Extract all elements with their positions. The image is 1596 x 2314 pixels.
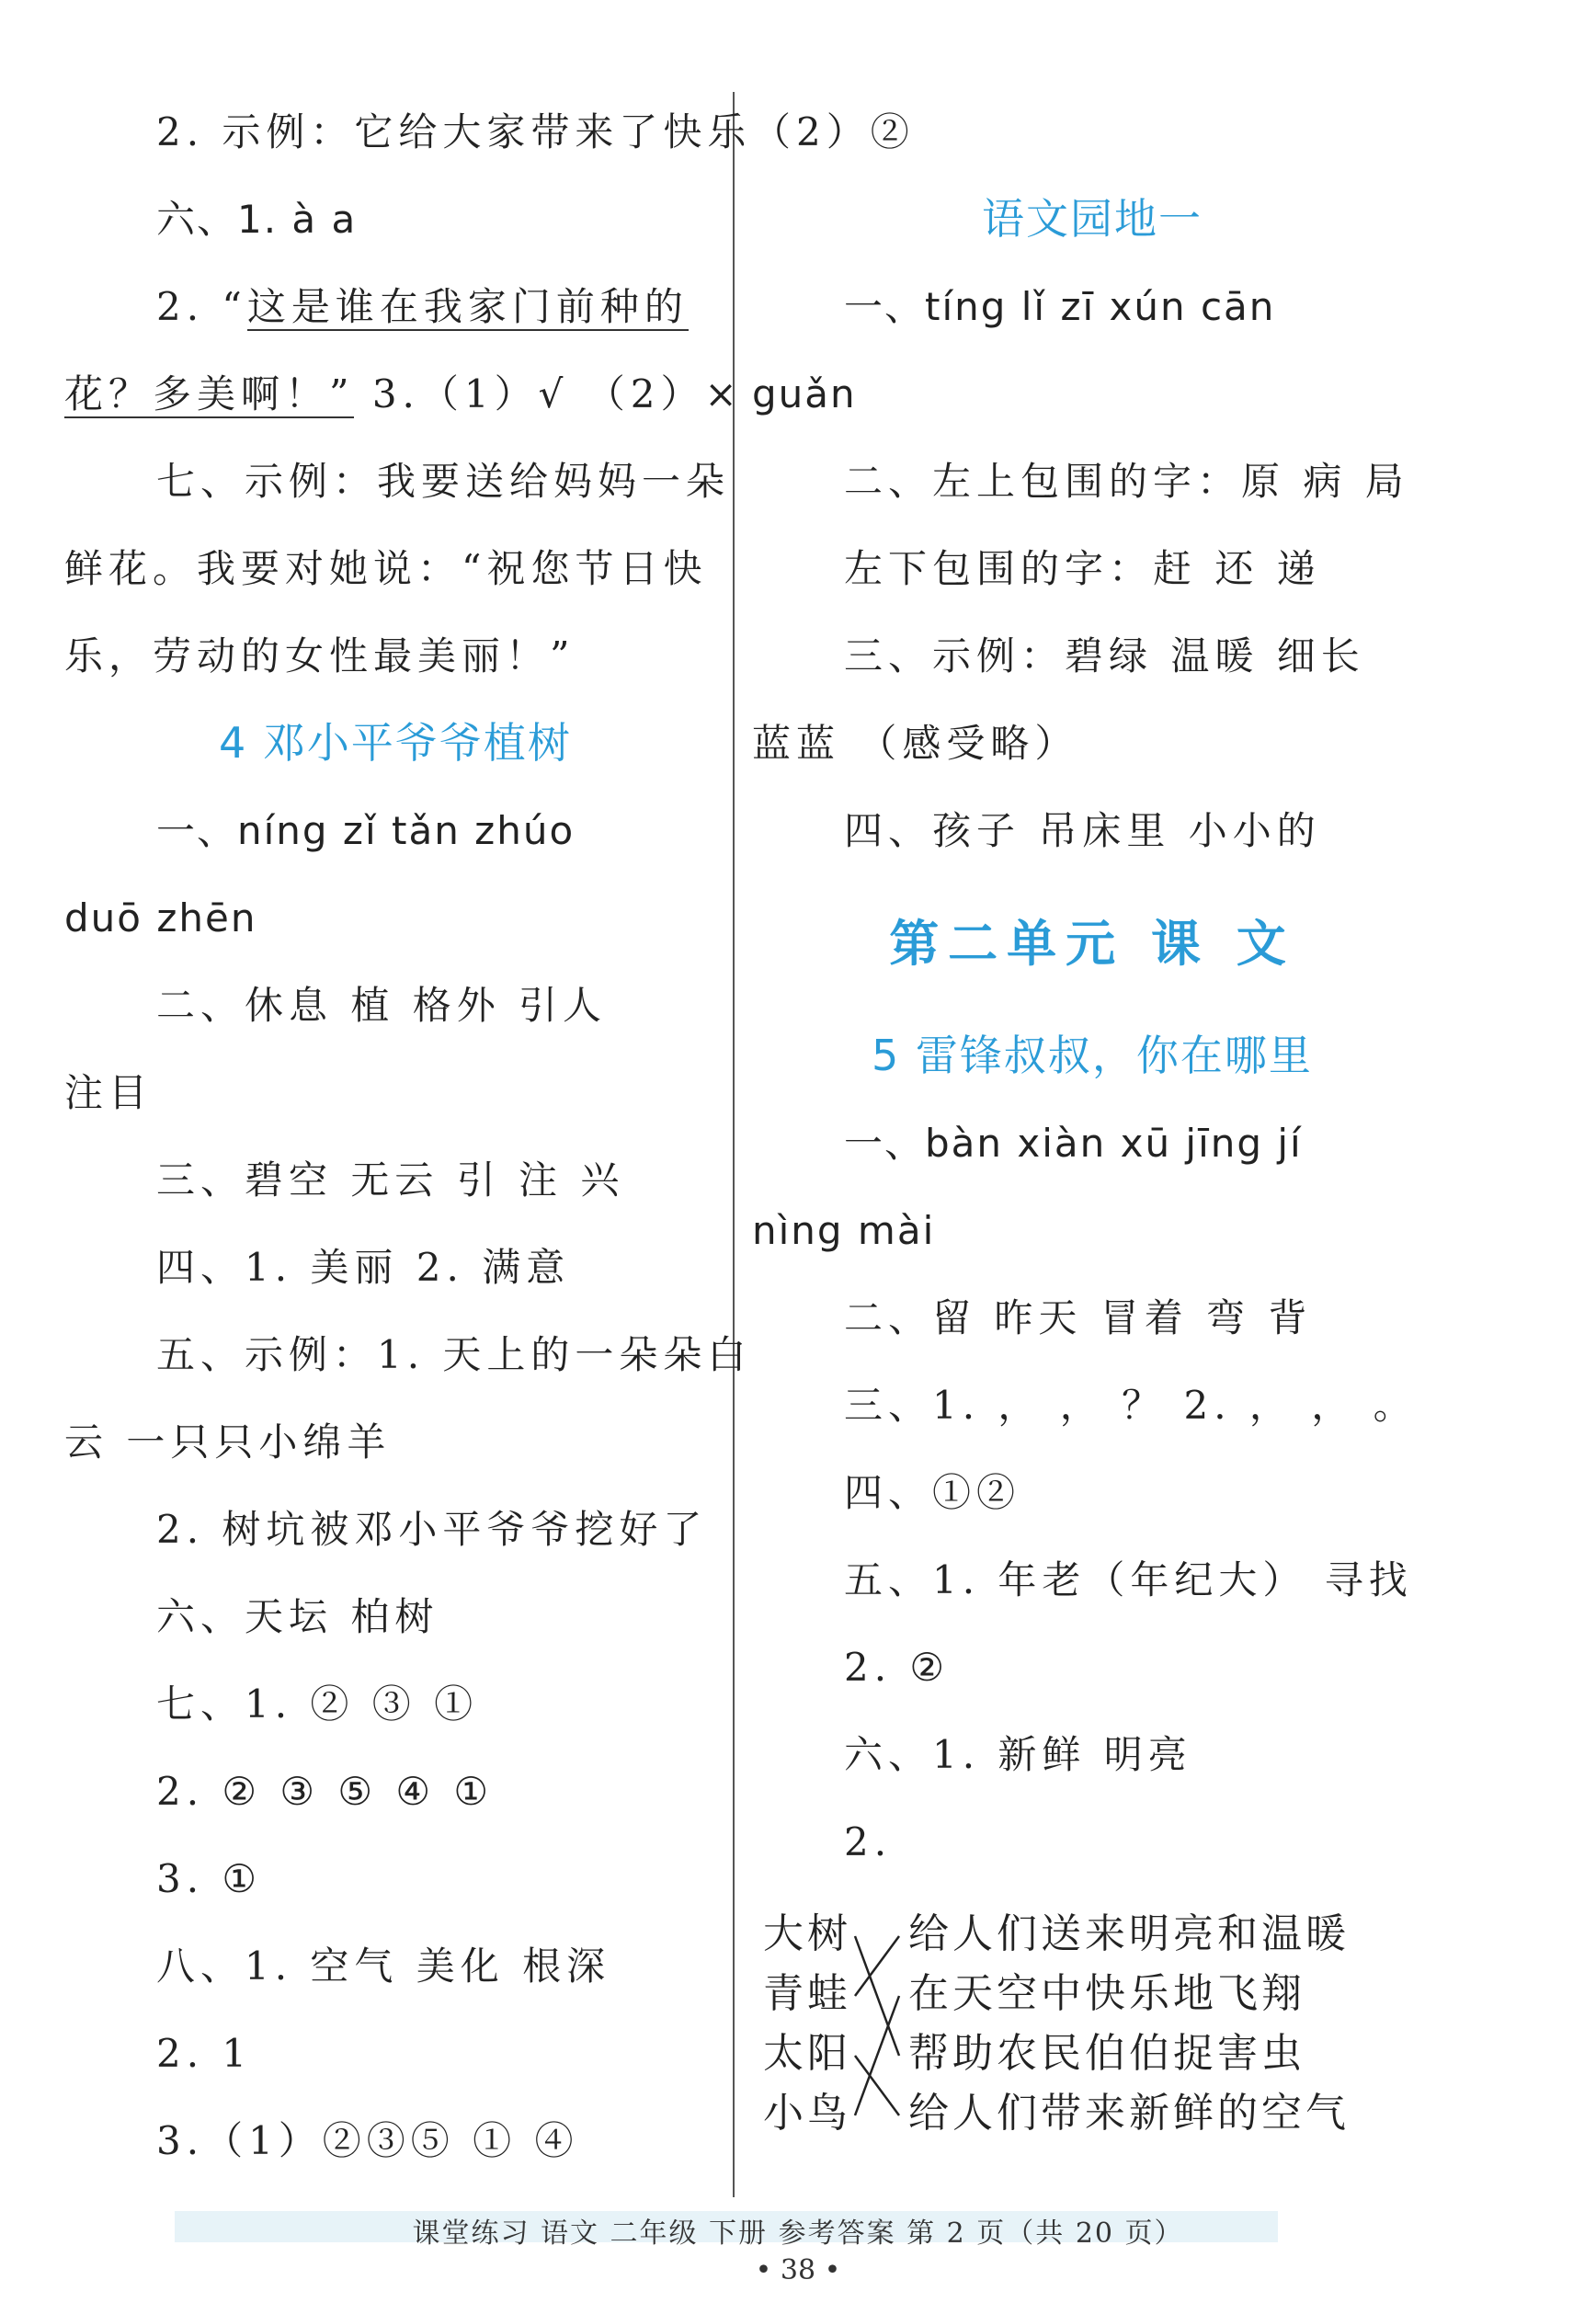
match-left-item: 太阳 — [763, 2030, 851, 2077]
underlined-text: 这是谁在我家门前种的 — [246, 284, 689, 329]
answer-line: 3. ① — [156, 1856, 263, 1901]
answer-line: 2. ② ③ ⑤ ④ ① — [156, 1769, 495, 1814]
pinyin-line: nìng mài — [752, 1208, 936, 1253]
text-span: 3.（1）√ （2）× — [354, 371, 743, 416]
matching-lines — [752, 1904, 936, 2143]
answer-line: 五、1. 年老（年纪大） 寻找 — [844, 1557, 1413, 1602]
answer-line: 左下包围的字：赶 还 递 — [844, 546, 1321, 591]
match-left-item: 大树 — [763, 1910, 851, 1957]
pinyin-line: duō zhēn — [64, 895, 257, 940]
answer-line: （2）② — [752, 109, 915, 154]
match-right-item: 给人们带来新鲜的空气 — [908, 2090, 1350, 2137]
answer-line: 三、碧空 无云 引 注 兴 — [156, 1157, 625, 1203]
answer-line: 2. 树坑被邓小平爷爷挖好了 — [156, 1507, 708, 1552]
answer-line: 注目 — [64, 1070, 154, 1115]
pinyin-line: 一、tíng lǐ zī xún cān — [844, 284, 1276, 329]
match-line — [855, 1996, 899, 2115]
answer-line: 乐，劳动的女性最美丽！” — [64, 633, 576, 678]
right-column — [752, 88, 1432, 2143]
answer-line: 二、左上包围的字：原 病 局 — [844, 459, 1409, 504]
footer-text: 课堂练习 语文 二年级 下册 参考答案 第 2 页（共 20 页） — [412, 2217, 1184, 2250]
answer-line: 七、1. ② ③ ① — [156, 1681, 479, 1727]
match-line — [855, 1936, 899, 2056]
answer-line: 六、1. à a — [156, 197, 358, 242]
unit-heading: 第二单元 课 文 — [889, 914, 1295, 973]
page-number: • 38 • — [755, 2254, 841, 2286]
answer-line — [64, 350, 743, 438]
underlined-text: 花？多美啊！” — [64, 371, 355, 416]
match-right-item: 帮助农民伯伯捉害虫 — [908, 2030, 1305, 2077]
answer-line: 鲜花。我要对她说：“祝您节日快 — [64, 546, 708, 591]
answer-line: 二、休息 植 格外 引人 — [156, 983, 608, 1028]
left-column — [64, 88, 752, 2184]
answer-line: 五、示例：1. 天上的一朵朵白 — [156, 1332, 752, 1377]
match-line — [855, 1936, 899, 1996]
matching-exercise — [752, 1904, 1432, 2143]
match-right-item: 在天空中快乐地飞翔 — [908, 1970, 1305, 2017]
answer-line: 四、①② — [844, 1470, 1021, 1515]
answer-line: 三、示例：碧绿 温暖 细长 — [844, 633, 1365, 678]
answer-line: 2. — [844, 1819, 893, 1864]
pinyin-line: 一、níng zǐ tǎn zhúo — [156, 808, 576, 853]
text-span: 2. “ — [156, 284, 247, 329]
answer-line: 七、示例：我要送给妈妈一朵 — [156, 459, 731, 504]
lesson-heading: 5 雷锋叔叔，你在哪里 — [872, 1031, 1313, 1080]
lesson-heading: 4 邓小平爷爷植树 — [219, 718, 572, 768]
answer-line: 八、1. 空气 美化 根深 — [156, 1944, 611, 1989]
match-line — [855, 2056, 899, 2115]
match-right-item: 给人们送来明亮和温暖 — [908, 1910, 1350, 1957]
answer-line: 三、1. ， ， ？ 2. ， ， 。 — [844, 1383, 1418, 1428]
section-heading: 语文园地一 — [982, 194, 1203, 244]
answer-line: 云 一只只小绵羊 — [64, 1419, 392, 1465]
match-left-item: 青蛙 — [763, 1970, 851, 2017]
answer-line: 2. 1 — [156, 2031, 253, 2076]
answer-line: 二、留 昨天 冒着 弯 背 — [844, 1295, 1313, 1340]
answer-line: 2. ② — [844, 1645, 951, 1690]
pinyin-line: 一、bàn xiàn xū jīng jí — [844, 1121, 1303, 1166]
answer-line: 蓝蓝 （感受略） — [752, 721, 1079, 766]
answer-line: 2. 示例：它给大家带来了快乐 — [156, 109, 752, 154]
answer-line — [64, 263, 726, 350]
answer-line: 四、1. 美丽 2. 满意 — [156, 1245, 571, 1290]
match-left-item: 小鸟 — [763, 2090, 851, 2137]
pinyin-line: guǎn — [752, 371, 857, 416]
answer-line: 四、孩子 吊床里 小小的 — [844, 808, 1321, 853]
answer-line: 3.（1）②③⑤ ① ④ — [156, 2118, 579, 2163]
answer-line: 六、天坛 柏树 — [156, 1594, 439, 1639]
answer-line: 六、1. 新鲜 明亮 — [844, 1732, 1192, 1777]
